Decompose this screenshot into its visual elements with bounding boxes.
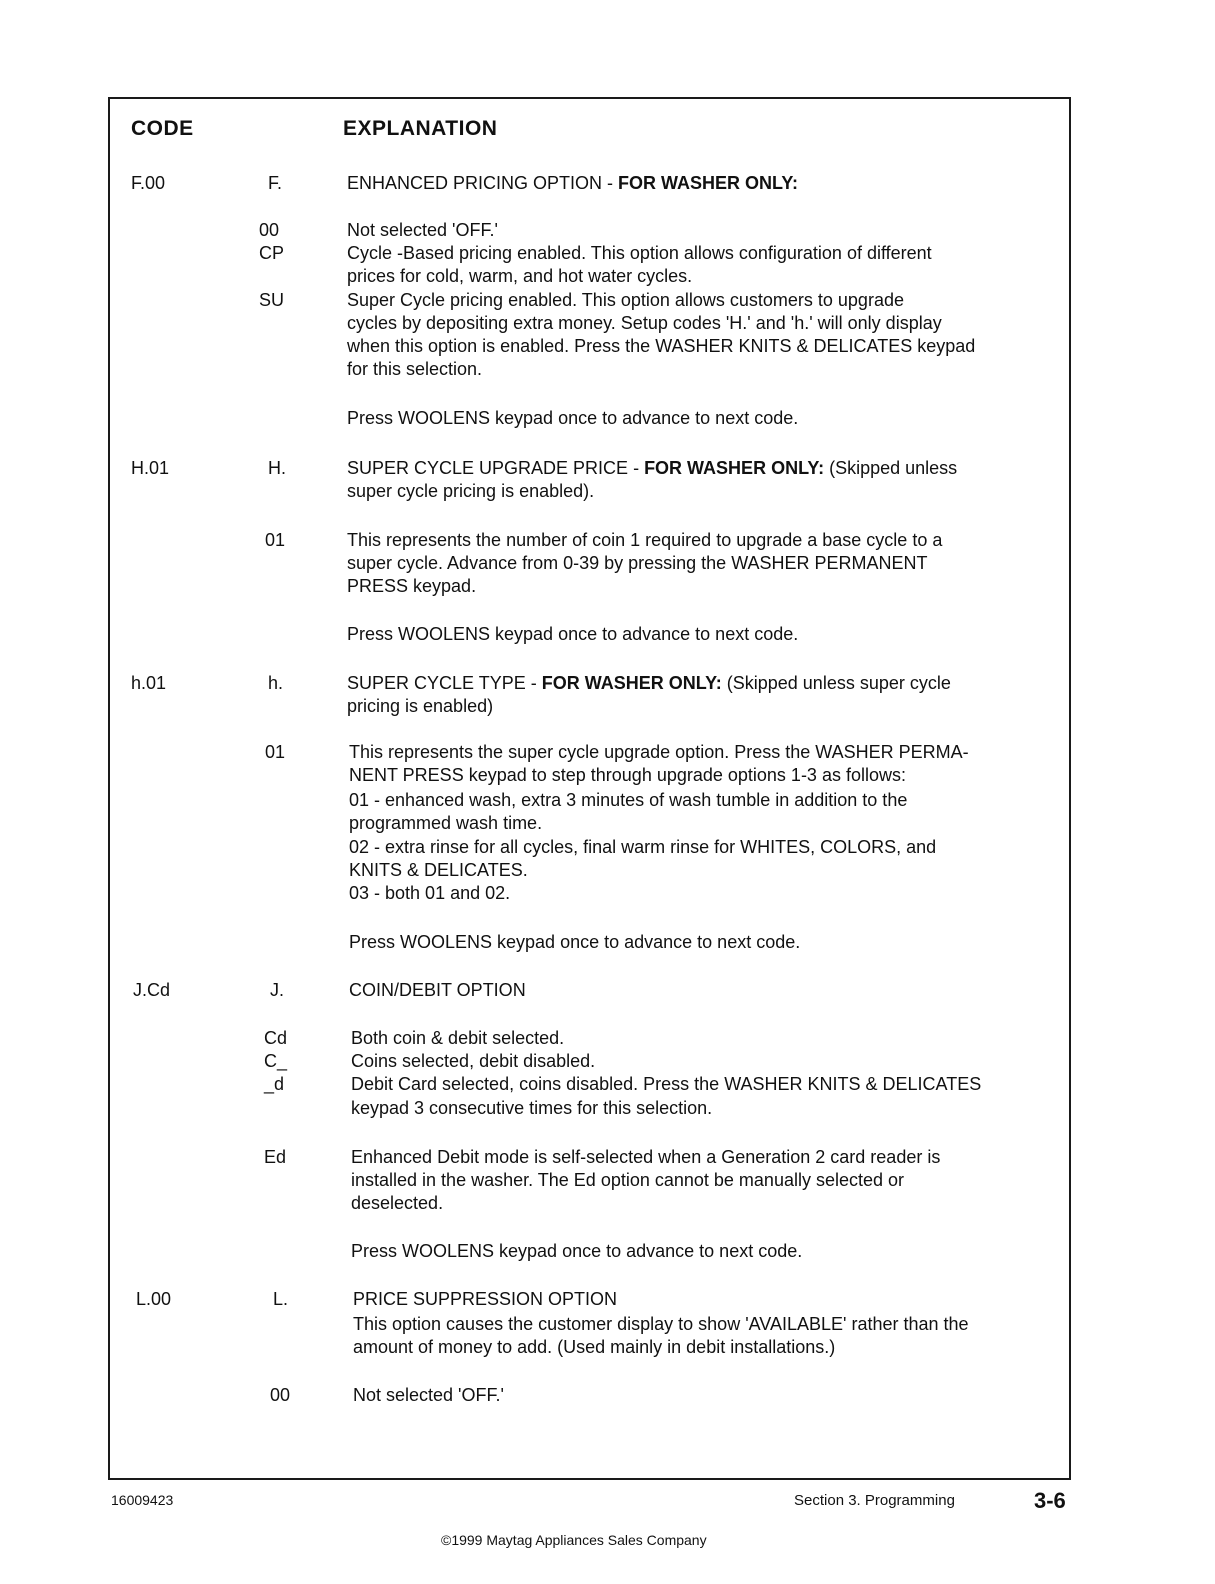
text-line: This represents the number of coin 1 required to upgrade a base cycle to a bbox=[347, 530, 943, 550]
code-h-upper: H.01 bbox=[131, 458, 170, 478]
option-cp: CP bbox=[259, 243, 285, 263]
explanation-column-header: EXPLANATION bbox=[343, 117, 498, 140]
code-j: J.Cd bbox=[133, 980, 171, 1000]
advance-instruction: Press WOOLENS keypad once to advance to next code. bbox=[347, 408, 799, 428]
text-line: programmed wash time. bbox=[349, 813, 543, 833]
option-su: SU bbox=[259, 290, 285, 310]
option-cd: Cd bbox=[264, 1028, 288, 1048]
title-j: COIN/DEBIT OPTION bbox=[349, 980, 526, 1000]
title-l: PRICE SUPPRESSION OPTION bbox=[353, 1289, 618, 1309]
text-line: NENT PRESS keypad to step through upgrade options 1-3 as follows: bbox=[349, 765, 906, 785]
text-line: Cycle -Based pricing enabled. This option allows configuration of different bbox=[347, 243, 932, 263]
text-line: pricing is enabled) bbox=[347, 696, 494, 716]
option-ed: Ed bbox=[264, 1147, 287, 1167]
text-line: Not selected 'OFF.' bbox=[353, 1385, 504, 1405]
advance-instruction: Press WOOLENS keypad once to advance to next code. bbox=[349, 932, 801, 952]
code-column-header: CODE bbox=[131, 117, 194, 140]
text-line: when this option is enabled. Press the WASHER KNITS & DELICATES keypad bbox=[347, 336, 976, 356]
text-line: Enhanced Debit mode is self-selected when a Generation 2 card reader is bbox=[351, 1147, 941, 1167]
title-f: ENHANCED PRICING OPTION - FOR WASHER ONLY: bbox=[347, 173, 799, 193]
text-line: This option causes the customer display to show 'AVAILABLE' rather than the bbox=[353, 1314, 969, 1334]
text-line: deselected. bbox=[351, 1193, 444, 1213]
text-line: This represents the super cycle upgrade option. Press the WASHER PERMA- bbox=[349, 742, 969, 762]
text-line: KNITS & DELICATES. bbox=[349, 860, 528, 880]
code-l: L.00 bbox=[136, 1289, 172, 1309]
section-label: Section 3. Programming bbox=[794, 1492, 955, 1509]
text-line: super cycle pricing is enabled). bbox=[347, 481, 595, 501]
text-line: Not selected 'OFF.' bbox=[347, 220, 498, 240]
title-h-upper: SUPER CYCLE UPGRADE PRICE - FOR WASHER ONLY: (Skipped unless bbox=[347, 458, 958, 478]
text-line: 01 - enhanced wash, extra 3 minutes of wash tumble in addition to the bbox=[349, 790, 908, 810]
letter-h-lower: h. bbox=[268, 673, 284, 693]
text-line: Super Cycle pricing enabled. This option allows customers to upgrade bbox=[347, 290, 904, 310]
text-line: Debit Card selected, coins disabled. Press the WASHER KNITS & DELICATES bbox=[351, 1074, 982, 1094]
text-line: 02 - extra rinse for all cycles, final warm rinse for WHITES, COLORS, and bbox=[349, 837, 937, 857]
text-line: PRESS keypad. bbox=[347, 576, 477, 596]
option-d: _d bbox=[264, 1074, 285, 1094]
advance-instruction: Press WOOLENS keypad once to advance to next code. bbox=[347, 624, 799, 644]
page-number: 3-6 bbox=[1034, 1488, 1066, 1513]
option-01: 01 bbox=[265, 742, 286, 762]
code-h-lower: h.01 bbox=[131, 673, 167, 693]
document-number: 16009423 bbox=[111, 1492, 174, 1508]
text-line: Coins selected, debit disabled. bbox=[351, 1051, 596, 1071]
code-f: F.00 bbox=[131, 173, 166, 193]
letter-h-upper: H. bbox=[268, 458, 286, 478]
text-line: cycles by depositing extra money. Setup codes 'H.' and 'h.' will only display bbox=[347, 313, 942, 333]
letter-f: F. bbox=[268, 173, 283, 193]
title-h-lower: SUPER CYCLE TYPE - FOR WASHER ONLY: (Skipped unless super cycle bbox=[347, 673, 951, 693]
option-c: C_ bbox=[264, 1051, 288, 1071]
letter-j: J. bbox=[270, 980, 285, 1000]
text-line: keypad 3 consecutive times for this selection. bbox=[351, 1098, 713, 1118]
text-line: for this selection. bbox=[347, 359, 483, 379]
option-00: 00 bbox=[270, 1385, 291, 1405]
text-line: prices for cold, warm, and hot water cycles. bbox=[347, 266, 693, 286]
text-line: super cycle. Advance from 0-39 by pressing the WASHER PERMANENT bbox=[347, 553, 928, 573]
text-line: installed in the washer. The Ed option cannot be manually selected or bbox=[351, 1170, 905, 1190]
option-01: 01 bbox=[265, 530, 286, 550]
copyright: ©1999 Maytag Appliances Sales Company bbox=[441, 1532, 707, 1548]
text-line: amount of money to add. (Used mainly in debit installations.) bbox=[353, 1337, 836, 1357]
option-00: 00 bbox=[259, 220, 280, 240]
text-line: Both coin & debit selected. bbox=[351, 1028, 565, 1048]
advance-instruction: Press WOOLENS keypad once to advance to next code. bbox=[351, 1241, 803, 1261]
letter-l: L. bbox=[273, 1289, 289, 1309]
text-line: 03 - both 01 and 02. bbox=[349, 883, 511, 903]
